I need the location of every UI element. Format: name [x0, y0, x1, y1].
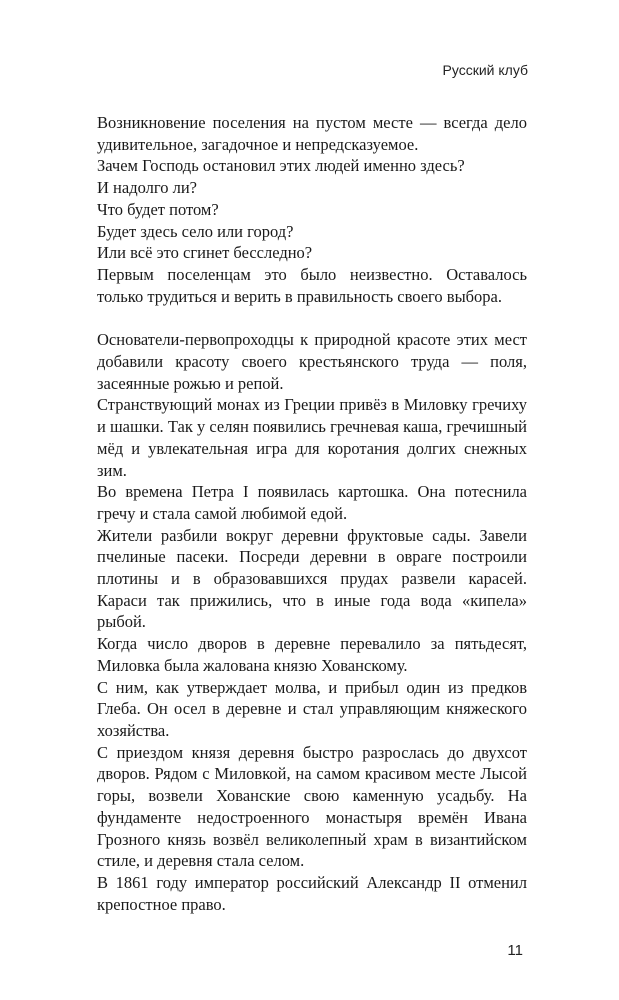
paragraph: Во времена Петра I появилась картошка. Она потеснила гречу и стала самой любимой едой. [97, 482, 527, 523]
paragraph: Зачем Господь остановил этих людей именно здесь? [97, 156, 465, 176]
paragraph: Будет здесь село или город? [97, 221, 294, 241]
paragraph: Первым поселенцам это было неизвестно. Оставалось только трудиться и верить в правильность своего выбора. [97, 264, 527, 306]
paragraph: Основатели-первопроходцы к природной красоте этих мест добавили красоту своего крестьянского труда — поля, засеянные рожью и репой. [97, 330, 527, 393]
paragraph: Возникновение поселения на пустом месте — всегда дело удивительное, загадочное и непредсказуемое. [97, 113, 527, 154]
paragraph: С приездом князя деревня быстро разрослась до двухсот дворов. Рядом с Миловкой, на самом красивом месте Лысой горы, возвели Хованские свою каменную усадьбу. На фундаменте недостроенного монастыря времён Ивана Грозного князь возвёл великолепный храм в византийском стиле, и деревня стала селом. [97, 742, 527, 871]
paragraph: И надолго ли? [97, 178, 197, 198]
paragraph: Или всё это сгинет бесследно? [97, 243, 313, 263]
section-break [97, 307, 527, 329]
paragraph: В 1861 году император российский Александр II отменил крепостное право. [97, 872, 527, 914]
paragraph: Когда число дворов в деревне перевалило за пятьдесят, Миловка была жалована князю Хованскому. [97, 634, 527, 675]
body-text [97, 112, 527, 915]
paragraph: С ним, как утверждает молва, и прибыл один из предков Глеба. Он осел в деревне и стал управляющим княжеского хозяйства. [97, 677, 527, 740]
page-number: 11 [507, 942, 523, 959]
running-head: Русский клуб [442, 62, 528, 78]
paragraph: Странствующий монах из Греции привёз в Миловку гречиху и шашки. Так у селян появились гречневая каша, гречишный мёд и увлекательная игра для коротания долгих снежных зим. [97, 395, 527, 480]
paragraph: Жители разбили вокруг деревни фруктовые сады. Завели пчелиные пасеки. Посреди деревни в овраге построили плотины и в образовавшихся прудах развели карасей. Караси так прижились, что в иные года вода «кипела» рыбой. [97, 525, 527, 632]
paragraph: Что будет потом? [97, 199, 219, 219]
